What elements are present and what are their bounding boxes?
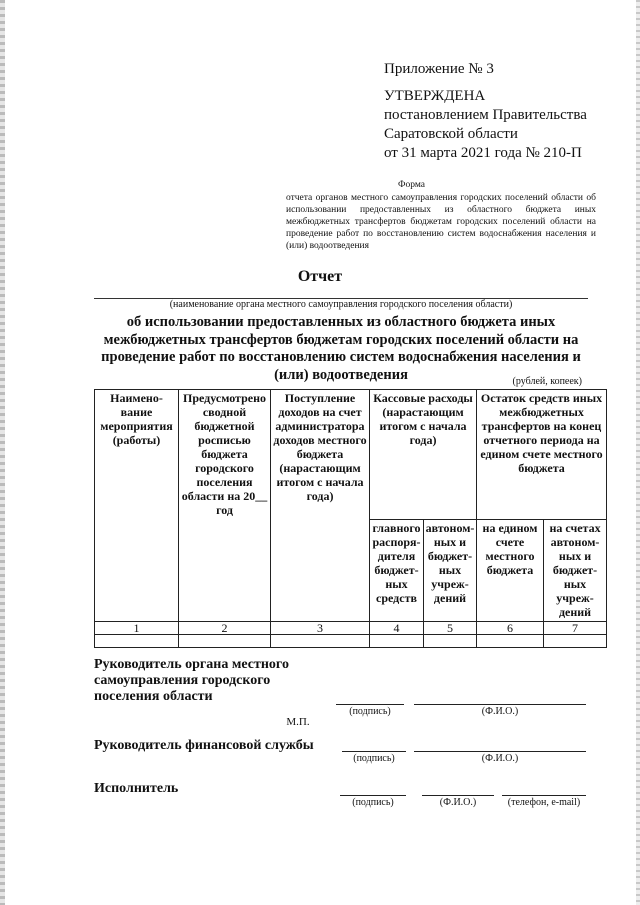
report-subtitle: об использовании предоставленных из областного бюджета иных межбюджетных трансфертов бюджетам городских поселений области на проведение работ по восстановлению систем водоснабжения населения и (или) водоотведения: [101, 314, 581, 383]
table-cell[interactable]: [271, 635, 370, 648]
head-signature-line[interactable]: [336, 704, 404, 705]
head-signature-label: Руководитель органа местного самоуправления городского поселения области: [94, 657, 289, 704]
finance-signature-label: Руководитель финансовой службы: [94, 738, 314, 753]
header-income: Поступление доходов на счет администратора доходов местного бюджета (нарастающим итогом с начала года): [271, 390, 370, 622]
executor-phone-caption: (телефон, e-mail): [507, 797, 581, 808]
executor-fio-line[interactable]: [422, 795, 494, 796]
subheader-autonomous-institutions: автоном-ных и бюджет-ных учреж-дений: [424, 520, 477, 622]
scan-edge-left: [0, 0, 5, 905]
header-planned: Предусмотрено сводной бюджетной росписью бюджета городского поселения области на 20__ год: [179, 390, 271, 622]
finance-fio-caption: (Ф.И.О.): [481, 753, 519, 764]
executor-phone-line[interactable]: [502, 795, 586, 796]
table-cell[interactable]: [477, 635, 544, 648]
stamp-place: М.П.: [286, 716, 310, 728]
column-number: 5: [424, 622, 477, 635]
report-title: Отчет: [297, 268, 343, 285]
executor-signature-label: Исполнитель: [94, 781, 179, 796]
finance-fio-line[interactable]: [414, 751, 586, 752]
column-number: 3: [271, 622, 370, 635]
org-name-caption: (наименование органа местного самоуправления городского поселения области): [169, 299, 513, 310]
head-fio-line[interactable]: [414, 704, 586, 705]
head-signature-caption: (подпись): [349, 706, 391, 717]
finance-signature-line[interactable]: [342, 751, 406, 752]
column-numbers-row: [95, 622, 607, 635]
header-activity: Наимено-вание мероприятия (работы): [95, 390, 179, 622]
table-row: [95, 635, 607, 648]
finance-signature-caption: (подпись): [353, 753, 395, 764]
column-number: 7: [544, 622, 607, 635]
head-fio-caption: (Ф.И.О.): [481, 706, 519, 717]
column-number: 4: [370, 622, 424, 635]
column-number: 6: [477, 622, 544, 635]
table-cell[interactable]: [179, 635, 271, 648]
subheader-institution-accounts: на счетах автоном-ных и бюджет-ных учреж-дений: [544, 520, 607, 622]
table-cell[interactable]: [370, 635, 424, 648]
approved-line-1: постановлением Правительства: [384, 107, 587, 123]
scan-edge-right: [636, 0, 640, 905]
executor-signature-line[interactable]: [340, 795, 406, 796]
table-cell[interactable]: [95, 635, 179, 648]
appendix-number: Приложение № 3: [384, 61, 494, 77]
table-cell[interactable]: [544, 635, 607, 648]
executor-fio-caption: (Ф.И.О.): [439, 797, 477, 808]
column-number: 1: [95, 622, 179, 635]
approved-line-3: от 31 марта 2021 года № 210-П: [384, 145, 582, 161]
header-cash-expenses: Кассовые расходы (нарастающим итогом с начала года): [370, 390, 477, 520]
form-heading: Форма: [398, 180, 426, 190]
form-description: отчета органов местного самоуправления городских поселений области об использовании предоставленных из областного бюджета иных межбюджетных трансфертов бюджетам городских поселений области на проведение работ по восстановлению систем водоснабжения населения и (или) водоотведения: [286, 193, 596, 251]
subheader-single-account: на едином счете местного бюджета: [477, 520, 544, 622]
approved-line-2: Саратовской области: [384, 126, 518, 142]
executor-signature-caption: (подпись): [352, 797, 394, 808]
column-number: 2: [179, 622, 271, 635]
approved-label: УТВЕРЖДЕНА: [384, 88, 486, 104]
appendix-block: [384, 60, 587, 163]
report-table: [94, 389, 607, 648]
header-balance: Остаток средств иных межбюджетных трансфертов на конец отчетного периода на едином счете местного бюджета: [477, 390, 607, 520]
table-cell[interactable]: [424, 635, 477, 648]
units-note: (рублей, копеек): [512, 376, 582, 387]
subheader-main-manager: главного распоря-дителя бюджет-ных средств: [370, 520, 424, 622]
